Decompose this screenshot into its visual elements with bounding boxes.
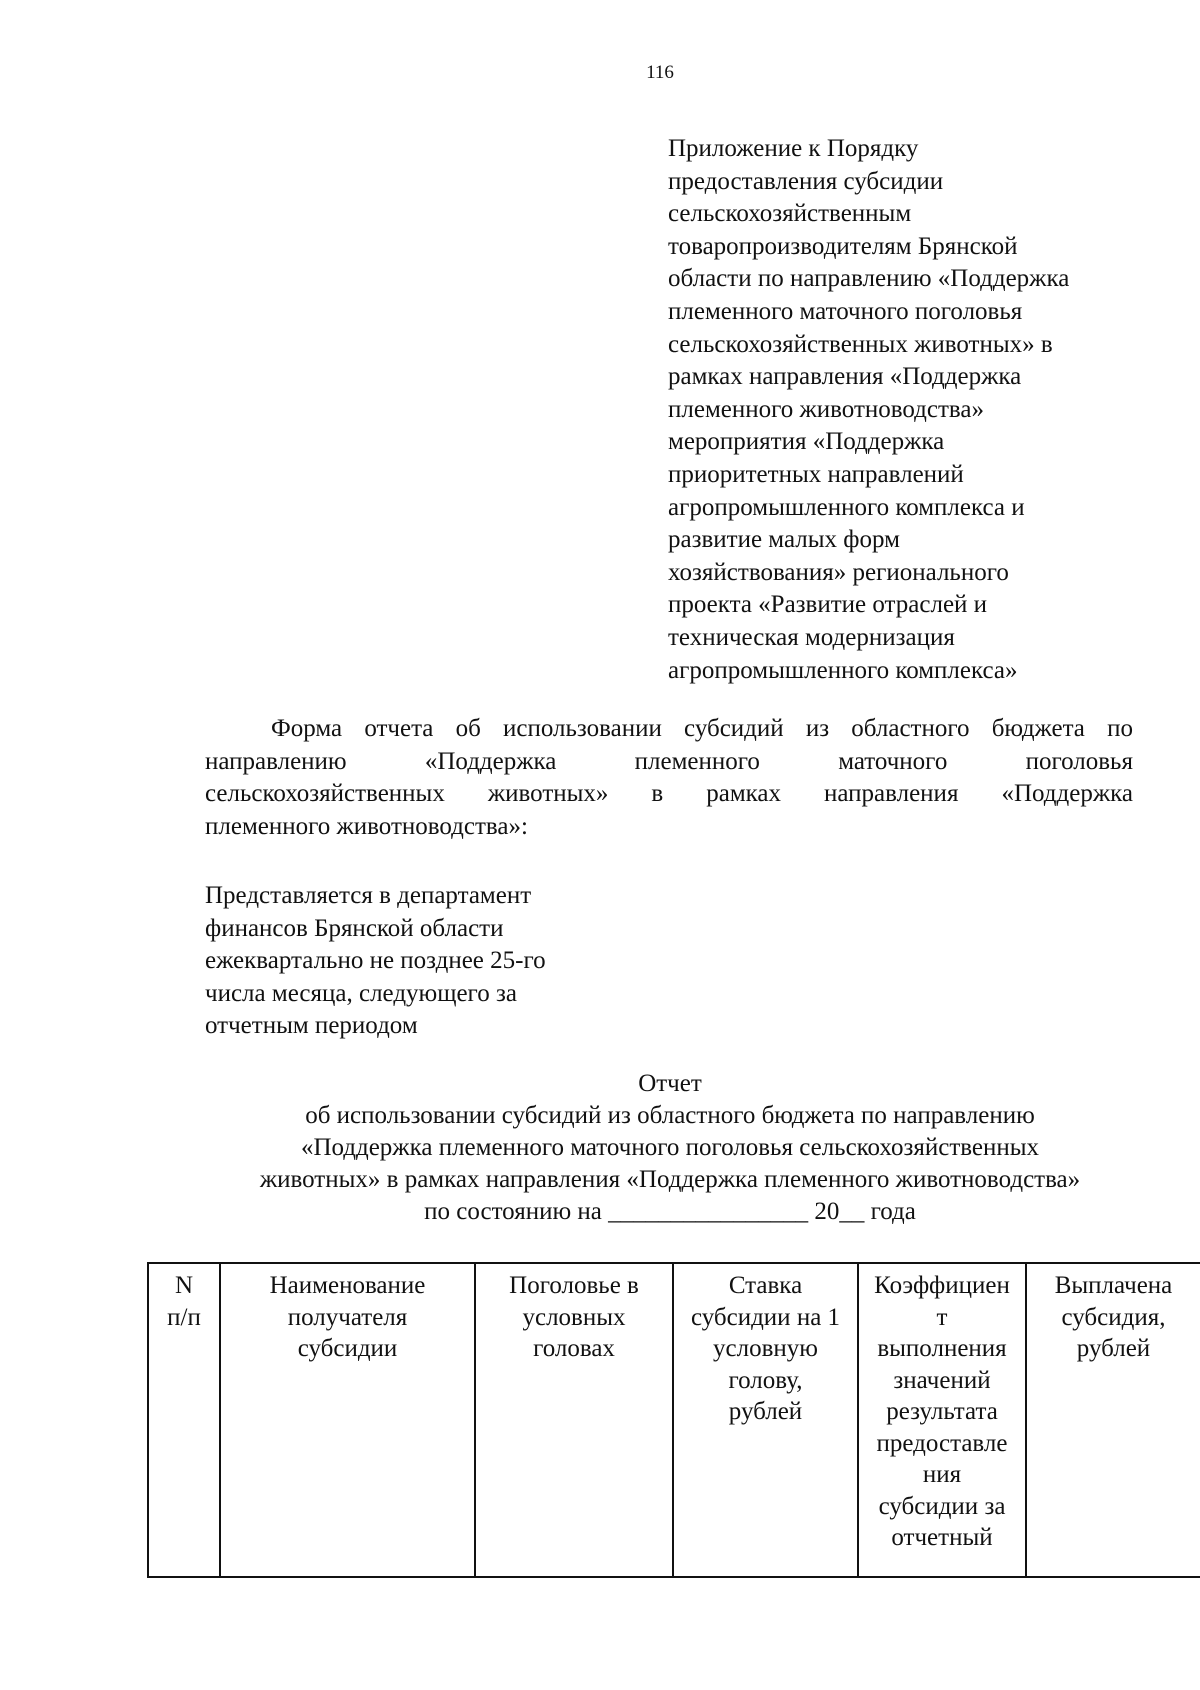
- header-text: условную: [713, 1335, 818, 1362]
- col-header-coefficient: [858, 1263, 1026, 1577]
- appendix-line: Приложение к Порядку: [668, 135, 919, 162]
- appendix-line: хозяйствования» регионального: [668, 558, 1009, 586]
- appendix-line: племенного маточного поголовья: [668, 297, 1023, 325]
- header-text: т: [936, 1303, 948, 1331]
- header-text: рублей: [1076, 1335, 1151, 1362]
- report-heading-line: животных» в рамках направления «Поддержка племенного животноводства»: [259, 1166, 1081, 1193]
- form-title-word: «Поддержка: [424, 747, 557, 775]
- appendix-line: техническая модернизация: [668, 623, 955, 651]
- form-title-word: по: [1107, 715, 1133, 742]
- form-title-line-4: племенного животноводства»:: [205, 812, 528, 840]
- header-text: п/п: [167, 1303, 201, 1331]
- form-title-word: из: [805, 715, 830, 742]
- appendix-line: агропромышленного комплекса»: [668, 656, 1018, 684]
- form-title-word: Форма: [271, 715, 343, 742]
- appendix-line: племенного животноводства»: [668, 395, 984, 423]
- appendix-line: развитие малых форм: [668, 526, 900, 554]
- col-header-livestock: [475, 1263, 673, 1577]
- form-title-line-1: [205, 713, 1133, 746]
- form-title-word: отчета: [364, 715, 434, 742]
- header-text: N: [174, 1272, 194, 1299]
- form-title-word: поголовья: [1025, 747, 1133, 775]
- form-title: [205, 713, 1133, 843]
- form-title-line-3: [205, 778, 1133, 811]
- report-title: Отчет: [638, 1070, 702, 1097]
- header-text: отчетный: [891, 1524, 993, 1551]
- appendix-line: предоставления субсидии: [668, 167, 944, 195]
- submission-note: [205, 880, 625, 1043]
- form-title-word: областного: [851, 715, 970, 742]
- header-text: Наименование: [269, 1272, 426, 1299]
- header-text: субсидии на 1: [690, 1303, 841, 1331]
- header-text: условных: [522, 1303, 626, 1331]
- header-text: Ставка: [728, 1272, 803, 1299]
- form-title-word: об: [455, 715, 481, 742]
- appendix-line: рамках направления «Поддержка: [668, 363, 1022, 391]
- report-table: [147, 1262, 1200, 1578]
- header-text: получателя: [287, 1303, 408, 1331]
- report-date-line: по состоянию на ________________ 20__ года: [424, 1198, 916, 1225]
- col-header-paid: [1026, 1263, 1200, 1577]
- appendix-line: товаропроизводителям Брянской: [668, 232, 1018, 260]
- header-text: субсидия,: [1061, 1303, 1166, 1331]
- header-text: предоставле: [876, 1429, 1008, 1457]
- col-header-rate: [673, 1263, 858, 1577]
- appendix-line: области по направлению «Поддержка: [668, 265, 1070, 293]
- submission-note-line: Представляется в департамент: [205, 882, 532, 909]
- report-heading-line: «Поддержка племенного маточного поголовья сельскохозяйственных: [300, 1134, 1040, 1161]
- form-title-word: бюджета: [991, 715, 1085, 742]
- appendix-line: агропромышленного комплекса и: [668, 493, 1025, 521]
- form-title-word: «Поддержка: [1001, 780, 1133, 807]
- header-text: головах: [533, 1335, 615, 1362]
- appendix-line: проекта «Развитие отраслей и: [668, 591, 988, 619]
- header-text: Поголовье в: [509, 1272, 639, 1299]
- submission-note-line: финансов Брянской области: [205, 914, 504, 942]
- submission-note-line: отчетным периодом: [205, 1012, 418, 1039]
- submission-note-line: числа месяца, следующего за: [205, 979, 517, 1007]
- page-number: 116: [646, 62, 674, 83]
- appendix-header: [668, 133, 1148, 687]
- appendix-line: мероприятия «Поддержка: [668, 428, 945, 456]
- appendix-line: сельскохозяйственным: [668, 200, 912, 228]
- form-title-word: субсидий: [684, 715, 784, 742]
- header-text: результата: [886, 1398, 998, 1425]
- header-text: Коэффициен: [874, 1272, 1010, 1299]
- form-title-word: направления: [824, 780, 959, 807]
- report-heading-line: об использовании субсидий из областного бюджета по направлению: [305, 1102, 1035, 1129]
- form-title-word: маточного: [838, 747, 948, 775]
- header-text: значений: [893, 1366, 991, 1394]
- submission-note-line: ежеквартально не позднее 25-го: [205, 947, 546, 974]
- form-title-word: направлению: [205, 747, 347, 775]
- appendix-line: сельскохозяйственных животных» в: [668, 330, 1053, 358]
- col-header-recipient: [220, 1263, 475, 1577]
- header-text: Выплачена: [1054, 1272, 1173, 1299]
- table-header-row: [148, 1263, 1200, 1577]
- form-title-word: сельскохозяйственных: [205, 780, 445, 807]
- form-title-word: племенного: [634, 747, 760, 775]
- header-text: голову,: [728, 1366, 803, 1394]
- col-header-number: [148, 1263, 220, 1577]
- form-title-word: животных»: [487, 780, 609, 807]
- header-text: субсидии за: [878, 1492, 1006, 1520]
- header-text: ния: [922, 1461, 962, 1488]
- form-title-word: использовании: [503, 715, 662, 742]
- form-title-word: рамках: [706, 780, 782, 807]
- form-title-line-2: [205, 746, 1133, 779]
- appendix-line: приоритетных направлений: [668, 460, 964, 488]
- report-heading: [60, 1068, 1200, 1228]
- header-text: субсидии: [297, 1335, 398, 1362]
- form-title-word: в: [651, 780, 664, 807]
- header-text: выполнения: [877, 1335, 1007, 1362]
- header-text: рублей: [728, 1398, 803, 1425]
